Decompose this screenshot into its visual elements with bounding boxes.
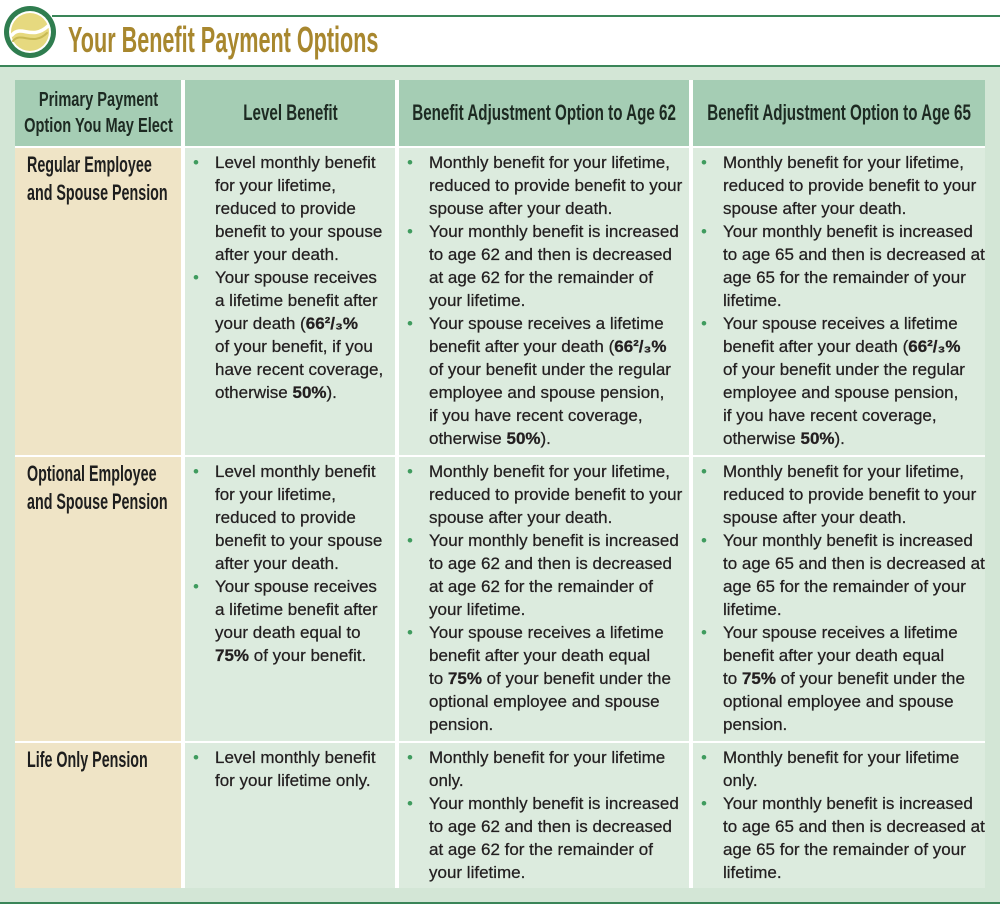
bullet-text: Your spouse receives a lifetime benefit after your death ( [723,314,958,356]
bullet-emphasis: 75% [741,669,776,688]
bullet-text: Monthly benefit for your lifetime, reduced to provide benefit to your spouse after your death. [429,462,683,527]
cell-regular-adjustment-age-62 [399,148,689,455]
bullet-item [723,151,985,220]
cell-regular-level-benefit [185,148,395,455]
bullet-item [215,460,395,575]
bullet-text: Level monthly benefit for your lifetime only. [215,748,376,790]
bullet-icon [407,529,413,552]
bullet-icon [701,220,707,243]
cell-life-only-level-benefit [185,743,395,888]
bullet-text: Monthly benefit for your lifetime, reduced to provide benefit to your spouse after your death. [723,462,977,527]
bullet-icon [407,151,413,174]
bullet-item [723,220,985,312]
bullet-emphasis: 75% [215,646,250,665]
bullet-item [429,529,689,621]
bullet-item [723,529,985,621]
bullet-icon [407,312,413,335]
bullet-text: ). [326,383,337,402]
bullet-text: Your monthly benefit is increased to age 65 and then is decreased at age 65 for the remainder of your lifetime. [723,794,985,882]
bullet-text: Your monthly benefit is increased to age 65 and then is decreased at age 65 for the remainder of your lifetime. [723,531,985,619]
bullet-list [215,151,395,404]
bullet-icon [193,266,199,289]
column-header-label: Level Benefit [242,100,338,125]
cell-life-only-adjustment-age-62 [399,743,689,888]
bullet-icon [701,621,707,644]
bullet-item [429,621,689,736]
bullet-text: Your monthly benefit is increased to age 65 and then is decreased at age 65 for the remainder of your lifetime. [723,222,985,310]
cell-optional-level-benefit [185,457,395,741]
bullet-list [215,460,395,667]
bullet-icon [193,575,199,598]
bullet-icon [407,746,413,769]
bullet-text: Level monthly benefit for your lifetime, reduced to provide benefit to your spouse after your death. [215,462,383,573]
row-label-optional-employee-spouse-pension [15,457,181,741]
bullet-item [723,746,985,792]
bullet-list [429,746,689,884]
cell-life-only-adjustment-age-65 [693,743,985,888]
bullet-icon [193,746,199,769]
bullet-icon [701,529,707,552]
bullet-icon [193,460,199,483]
logo-emblem-icon [2,4,58,60]
bullet-emphasis: 75% [447,669,482,688]
bullet-item [215,151,395,266]
bullet-icon [701,746,707,769]
cell-optional-adjustment-age-62 [399,457,689,741]
bullet-icon [193,151,199,174]
bullet-text: Monthly benefit for your lifetime, reduced to provide benefit to your spouse after your death. [429,153,683,218]
column-header-label: Benefit Adjustment Option to Age 65 [707,100,971,125]
bullet-list [215,746,395,792]
bullet-list [723,460,985,736]
header-top-rule [52,15,1000,17]
bullet-list [429,151,689,450]
bullet-item [215,746,395,792]
bullet-icon [407,621,413,644]
bullet-text: Monthly benefit for your lifetime only. [429,748,666,790]
row-label-life-only-pension [15,743,181,888]
bullet-item [429,220,689,312]
bullet-item [429,151,689,220]
column-header-label: Primary Payment Option You May Elect [23,89,173,137]
bullet-text: Your spouse receives a lifetime benefit after your death equal to [429,623,664,688]
row-label-text: Regular Employee and Spouse Pension [27,152,168,205]
bullet-emphasis: 50% [800,429,835,448]
bullet-icon [407,792,413,815]
bullet-icon [701,151,707,174]
column-header-label: Benefit Adjustment Option to Age 62 [412,100,676,125]
bullet-text: Your monthly benefit is increased to age 62 and then is decreased at age 62 for the remainder of your lifetime. [429,222,679,310]
row-label-text: Optional Employee and Spouse Pension [27,461,168,514]
bullet-text: Monthly benefit for your lifetime, reduced to provide benefit to your spouse after your death. [723,153,977,218]
page-title: Your Benefit Payment Options [68,19,379,60]
bullet-text: Your spouse receives a lifetime benefit after your death ( [429,314,664,356]
bullet-text: ). [540,429,551,448]
bullet-item [215,575,395,667]
bullet-text: of your benefit, if you have recent coverage, otherwise [215,337,384,402]
bullet-text: Your spouse receives a lifetime benefit after your death ( [215,268,378,333]
bullet-icon [701,792,707,815]
bullet-icon [407,460,413,483]
column-header-level-benefit [185,80,395,146]
bullet-icon [407,220,413,243]
row-label-regular-employee-spouse-pension [15,148,181,455]
bullet-text: Your spouse receives a lifetime benefit after your death equal to [723,623,958,688]
bullet-emphasis: 50% [292,383,327,402]
bullet-item [723,312,985,450]
cell-optional-adjustment-age-65 [693,457,985,741]
bullet-item [723,621,985,736]
bullet-item [429,312,689,450]
bullet-emphasis: 50% [506,429,541,448]
bullet-item [429,746,689,792]
bullet-text: Your monthly benefit is increased to age 62 and then is decreased at age 62 for the remainder of your lifetime. [429,531,679,619]
column-header-adjustment-age-62 [399,80,689,146]
options-table [15,80,985,888]
bullet-emphasis: 66²/₃% [908,337,961,356]
column-header-adjustment-age-65 [693,80,985,146]
bullet-emphasis: 66²/₃% [614,337,667,356]
bullet-item [429,460,689,529]
bullet-item [723,460,985,529]
bullet-emphasis: 66²/₃% [305,314,359,333]
bullet-text: of your benefit under the optional employee and spouse pension. [429,669,671,734]
bullet-text: Your spouse receives a lifetime benefit after your death equal to [215,577,378,642]
column-header-primary-payment-option [15,80,181,146]
bullet-icon [701,460,707,483]
bullet-text: of your benefit under the regular employee and spouse pension, if you have recent coverage, otherwise [723,360,965,448]
bullet-item [429,792,689,884]
bullet-icon [701,312,707,335]
bullet-text: Monthly benefit for your lifetime only. [723,748,960,790]
bullet-text: Level monthly benefit for your lifetime, reduced to provide benefit to your spouse after your death. [215,153,383,264]
bullet-item [215,266,395,404]
bullet-text: of your benefit under the regular employee and spouse pension, if you have recent coverage, otherwise [429,360,671,448]
bullet-item [723,792,985,884]
row-label-text: Life Only Pension [27,747,148,772]
panel-bottom-rule [0,902,1000,904]
bullet-text: Your monthly benefit is increased to age 62 and then is decreased at age 62 for the remainder of your lifetime. [429,794,679,882]
bullet-text: ). [834,429,845,448]
bullet-list [723,151,985,450]
bullet-list [429,460,689,736]
bullet-list [723,746,985,884]
bullet-text: of your benefit under the optional employee and spouse pension. [723,669,965,734]
cell-regular-adjustment-age-65 [693,148,985,455]
bullet-text: of your benefit. [249,646,367,665]
